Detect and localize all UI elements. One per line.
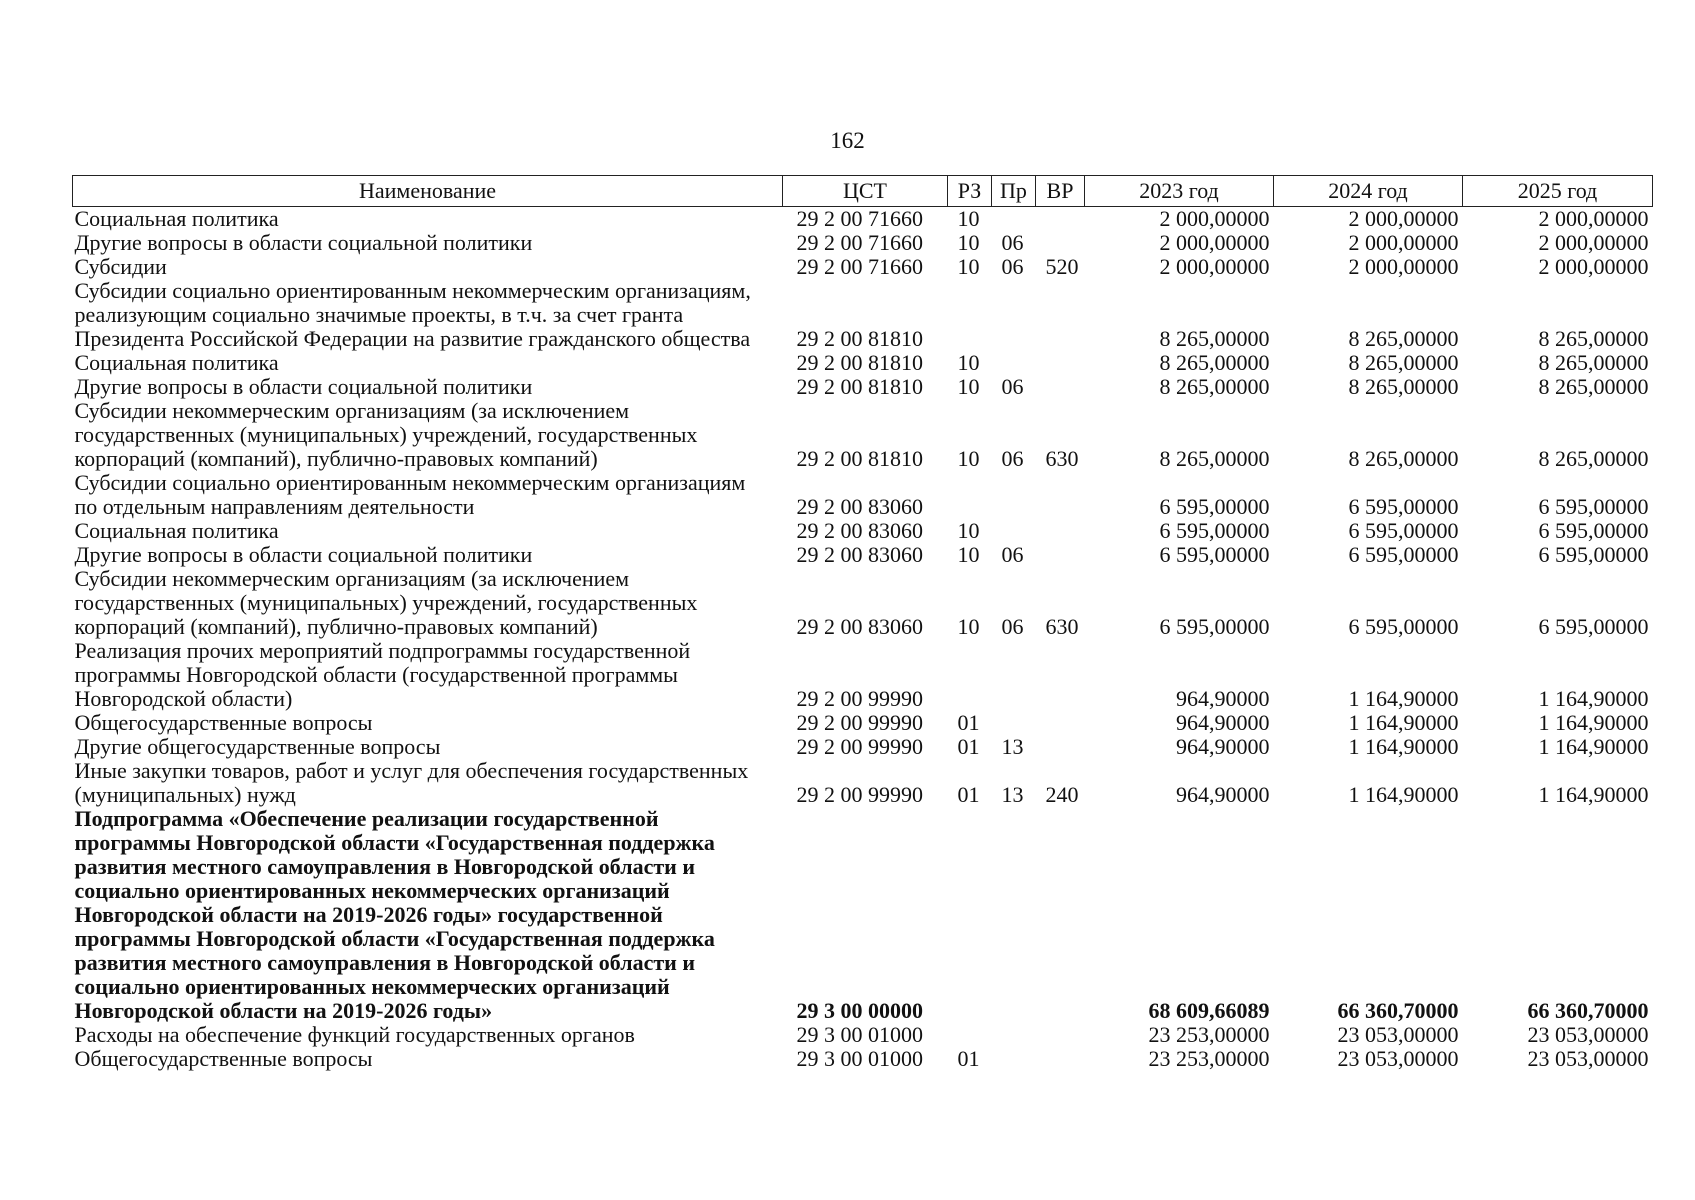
row-value-2025: 1 164,90000 <box>1538 734 1649 759</box>
row-name: Социальная политика <box>74 518 279 543</box>
table-row <box>73 567 1653 639</box>
row-rz <box>948 471 992 519</box>
row-rz <box>948 639 992 711</box>
row-value-2024: 1 164,90000 <box>1348 710 1459 735</box>
table-row <box>73 1023 1653 1047</box>
row-vr <box>1036 279 1085 351</box>
row-name: Социальная политика <box>74 206 279 231</box>
row-rz: 01 <box>957 1046 980 1071</box>
row-value-2023: 8 265,00000 <box>1159 374 1270 399</box>
row-value-2023: 2 000,00000 <box>1159 206 1270 231</box>
row-value-2024: 1 164,90000 <box>1348 734 1459 759</box>
row-value-2025: 8 265,00000 <box>1538 374 1649 399</box>
row-name: Расходы на обеспечение функций государственных органов <box>74 1022 635 1047</box>
row-cst: 29 2 00 83060 <box>796 614 923 639</box>
row-rz: 10 <box>957 446 980 471</box>
row-vr <box>1036 711 1085 735</box>
row-cst: 29 2 00 81810 <box>796 446 923 471</box>
row-value-2024: 8 265,00000 <box>1348 350 1459 375</box>
header-cst: ЦСТ <box>783 176 948 207</box>
row-vr <box>1036 471 1085 519</box>
row-rz: 10 <box>957 374 980 399</box>
row-value-2024: 8 265,00000 <box>1348 374 1459 399</box>
row-cst: 29 2 00 99990 <box>796 782 923 807</box>
row-value-2023: 2 000,00000 <box>1159 254 1270 279</box>
row-value-2024: 1 164,90000 <box>1348 686 1459 711</box>
table-row <box>73 735 1653 759</box>
row-value-2024: 23 053,00000 <box>1337 1022 1459 1047</box>
row-name: Субсидии <box>74 254 167 279</box>
row-pr <box>992 1023 1036 1047</box>
table-row <box>73 807 1653 1023</box>
row-cst: 29 2 00 81810 <box>796 326 923 351</box>
row-rz <box>948 807 992 1023</box>
row-pr <box>992 351 1036 375</box>
row-value-2025: 1 164,90000 <box>1538 710 1649 735</box>
row-cst: 29 2 00 83060 <box>796 518 923 543</box>
row-value-2025: 8 265,00000 <box>1538 326 1649 351</box>
row-cst: 29 2 00 83060 <box>796 494 923 519</box>
row-value-2025: 2 000,00000 <box>1538 230 1649 255</box>
row-value-2024: 1 164,90000 <box>1348 782 1459 807</box>
row-value-2025: 6 595,00000 <box>1538 494 1649 519</box>
row-vr <box>1036 375 1085 399</box>
row-value-2024: 8 265,00000 <box>1348 446 1459 471</box>
row-cst: 29 3 00 01000 <box>796 1046 923 1071</box>
row-value-2025: 23 053,00000 <box>1527 1022 1649 1047</box>
row-value-2023: 68 609,66089 <box>1148 998 1270 1023</box>
row-value-2025: 23 053,00000 <box>1527 1046 1649 1071</box>
row-rz: 01 <box>957 710 980 735</box>
row-cst: 29 2 00 71660 <box>796 206 923 231</box>
row-pr <box>992 639 1036 711</box>
row-value-2024: 6 595,00000 <box>1348 518 1459 543</box>
row-vr: 520 <box>1045 254 1079 279</box>
row-pr <box>992 279 1036 351</box>
row-value-2023: 964,90000 <box>1176 710 1270 735</box>
row-value-2024: 23 053,00000 <box>1337 1046 1459 1071</box>
row-cst: 29 2 00 99990 <box>796 734 923 759</box>
row-rz: 10 <box>957 206 980 231</box>
row-cst: 29 2 00 71660 <box>796 254 923 279</box>
header-2023: 2023 год <box>1085 176 1274 207</box>
row-pr: 06 <box>1001 446 1024 471</box>
row-vr <box>1036 1047 1085 1071</box>
page-number: 162 <box>830 128 865 153</box>
table-row <box>73 639 1653 711</box>
row-pr: 06 <box>1001 254 1024 279</box>
row-value-2023: 6 595,00000 <box>1159 614 1270 639</box>
row-value-2023: 8 265,00000 <box>1159 350 1270 375</box>
table-row <box>73 519 1653 543</box>
row-rz <box>948 279 992 351</box>
row-cst: 29 2 00 83060 <box>796 542 923 567</box>
row-value-2023: 6 595,00000 <box>1159 542 1270 567</box>
row-value-2025: 1 164,90000 <box>1538 782 1649 807</box>
row-value-2025: 8 265,00000 <box>1538 350 1649 375</box>
row-name: Субсидии социально ориентированным некоммерческим организациям по отдельным направлениям деятельности <box>74 470 746 519</box>
row-value-2024: 6 595,00000 <box>1348 494 1459 519</box>
row-value-2024: 66 360,70000 <box>1337 998 1459 1023</box>
row-value-2025: 6 595,00000 <box>1538 614 1649 639</box>
row-value-2024: 8 265,00000 <box>1348 326 1459 351</box>
row-vr <box>1036 1023 1085 1047</box>
row-name: Реализация прочих мероприятий подпрограммы государственной программы Новгородской области (государственной программы Новгородской области) <box>74 638 691 711</box>
table-row <box>73 207 1653 232</box>
header-name: Наименование <box>73 176 783 207</box>
row-name: Субсидии социально ориентированным некоммерческим организациям, реализующим социально значимые проекты, в т.ч. за счет гранта Президента Российской Федерации на развитие гражданского общества <box>74 278 751 351</box>
row-rz: 01 <box>957 782 980 807</box>
table-row <box>73 351 1653 375</box>
row-vr: 630 <box>1045 614 1079 639</box>
row-rz: 10 <box>957 230 980 255</box>
row-vr <box>1036 207 1085 232</box>
row-vr <box>1036 231 1085 255</box>
row-pr <box>992 807 1036 1023</box>
row-pr: 13 <box>1001 782 1024 807</box>
row-value-2023: 6 595,00000 <box>1159 518 1270 543</box>
row-value-2023: 964,90000 <box>1176 686 1270 711</box>
table-row <box>73 375 1653 399</box>
row-value-2023: 6 595,00000 <box>1159 494 1270 519</box>
row-vr <box>1036 351 1085 375</box>
row-value-2025: 2 000,00000 <box>1538 206 1649 231</box>
row-value-2025: 1 164,90000 <box>1538 686 1649 711</box>
table-row <box>73 1047 1653 1071</box>
row-pr <box>992 519 1036 543</box>
table-row <box>73 759 1653 807</box>
row-value-2025: 6 595,00000 <box>1538 542 1649 567</box>
row-rz: 10 <box>957 350 980 375</box>
row-rz: 10 <box>957 254 980 279</box>
header-row <box>73 176 1653 207</box>
row-value-2023: 964,90000 <box>1176 734 1270 759</box>
row-cst: 29 2 00 71660 <box>796 230 923 255</box>
row-name: Общегосударственные вопросы <box>74 710 373 735</box>
table-row <box>73 231 1653 255</box>
table-row <box>73 279 1653 351</box>
row-cst: 29 2 00 99990 <box>796 710 923 735</box>
row-value-2024: 6 595,00000 <box>1348 542 1459 567</box>
row-pr <box>992 1047 1036 1071</box>
row-name: Другие вопросы в области социальной политики <box>74 542 533 567</box>
header-2024: 2024 год <box>1274 176 1463 207</box>
row-rz: 01 <box>957 734 980 759</box>
row-cst: 29 2 00 81810 <box>796 350 923 375</box>
row-vr: 630 <box>1045 446 1079 471</box>
row-name: Другие вопросы в области социальной политики <box>74 230 533 255</box>
table-row <box>73 255 1653 279</box>
row-rz <box>948 1023 992 1047</box>
row-vr: 240 <box>1045 782 1079 807</box>
row-vr <box>1036 543 1085 567</box>
row-name: Общегосударственные вопросы <box>74 1046 373 1071</box>
row-name: Иные закупки товаров, работ и услуг для обеспечения государственных (муниципальных) нужд <box>74 758 749 807</box>
row-value-2024: 2 000,00000 <box>1348 206 1459 231</box>
row-value-2023: 8 265,00000 <box>1159 326 1270 351</box>
row-rz: 10 <box>957 518 980 543</box>
table-row <box>73 711 1653 735</box>
row-vr <box>1036 735 1085 759</box>
row-rz: 10 <box>957 614 980 639</box>
row-pr: 06 <box>1001 374 1024 399</box>
table-header <box>73 176 1653 207</box>
row-name: Социальная политика <box>74 350 279 375</box>
row-cst: 29 2 00 81810 <box>796 374 923 399</box>
row-pr: 06 <box>1001 230 1024 255</box>
row-value-2023: 2 000,00000 <box>1159 230 1270 255</box>
row-name: Субсидии некоммерческим организациям (за исключением государственных (муниципальных) учреждений, государственных корпораций (компаний), публично-правовых компаний) <box>74 398 698 471</box>
row-value-2024: 2 000,00000 <box>1348 254 1459 279</box>
row-name: Другие общегосударственные вопросы <box>74 734 441 759</box>
row-value-2023: 23 253,00000 <box>1148 1022 1270 1047</box>
row-value-2023: 964,90000 <box>1176 782 1270 807</box>
row-cst: 29 3 00 01000 <box>796 1022 923 1047</box>
budget-table <box>72 175 1653 1071</box>
row-value-2025: 66 360,70000 <box>1527 998 1649 1023</box>
row-name: Другие вопросы в области социальной политики <box>74 374 533 399</box>
row-rz: 10 <box>957 542 980 567</box>
table-row <box>73 471 1653 519</box>
row-pr: 06 <box>1001 542 1024 567</box>
row-vr <box>1036 519 1085 543</box>
header-pr: Пр <box>992 176 1036 207</box>
row-value-2025: 6 595,00000 <box>1538 518 1649 543</box>
row-vr <box>1036 639 1085 711</box>
row-pr <box>992 207 1036 232</box>
row-cst: 29 2 00 99990 <box>796 686 923 711</box>
row-vr <box>1036 807 1085 1023</box>
row-name: Субсидии некоммерческим организациям (за исключением государственных (муниципальных) учреждений, государственных корпораций (компаний), публично-правовых компаний) <box>74 566 698 639</box>
row-pr <box>992 711 1036 735</box>
row-value-2025: 8 265,00000 <box>1538 446 1649 471</box>
header-vr: ВР <box>1036 176 1085 207</box>
row-name: Подпрограмма «Обеспечение реализации государственной программы Новгородской области «Государственная поддержка развития местного самоуправления в Новгородской области и социально ориентированных некоммерческих организаций Новгородской области на 2019-2026 годы» государственной программы Новгородской области «Государственная поддержка развития местного самоуправления в Новгородской области и социально ориентированных некоммерческих организаций Новгородской области на 2019-2026 годы» <box>74 806 715 1023</box>
row-value-2025: 2 000,00000 <box>1538 254 1649 279</box>
row-value-2023: 8 265,00000 <box>1159 446 1270 471</box>
header-2025: 2025 год <box>1463 176 1653 207</box>
row-value-2024: 2 000,00000 <box>1348 230 1459 255</box>
row-pr: 13 <box>1001 734 1024 759</box>
table-body <box>73 207 1653 1072</box>
header-rz: РЗ <box>948 176 992 207</box>
row-pr <box>992 471 1036 519</box>
table-row <box>73 399 1653 471</box>
table-row <box>73 543 1653 567</box>
row-pr: 06 <box>1001 614 1024 639</box>
row-value-2024: 6 595,00000 <box>1348 614 1459 639</box>
row-cst: 29 3 00 00000 <box>796 998 923 1023</box>
row-value-2023: 23 253,00000 <box>1148 1046 1270 1071</box>
